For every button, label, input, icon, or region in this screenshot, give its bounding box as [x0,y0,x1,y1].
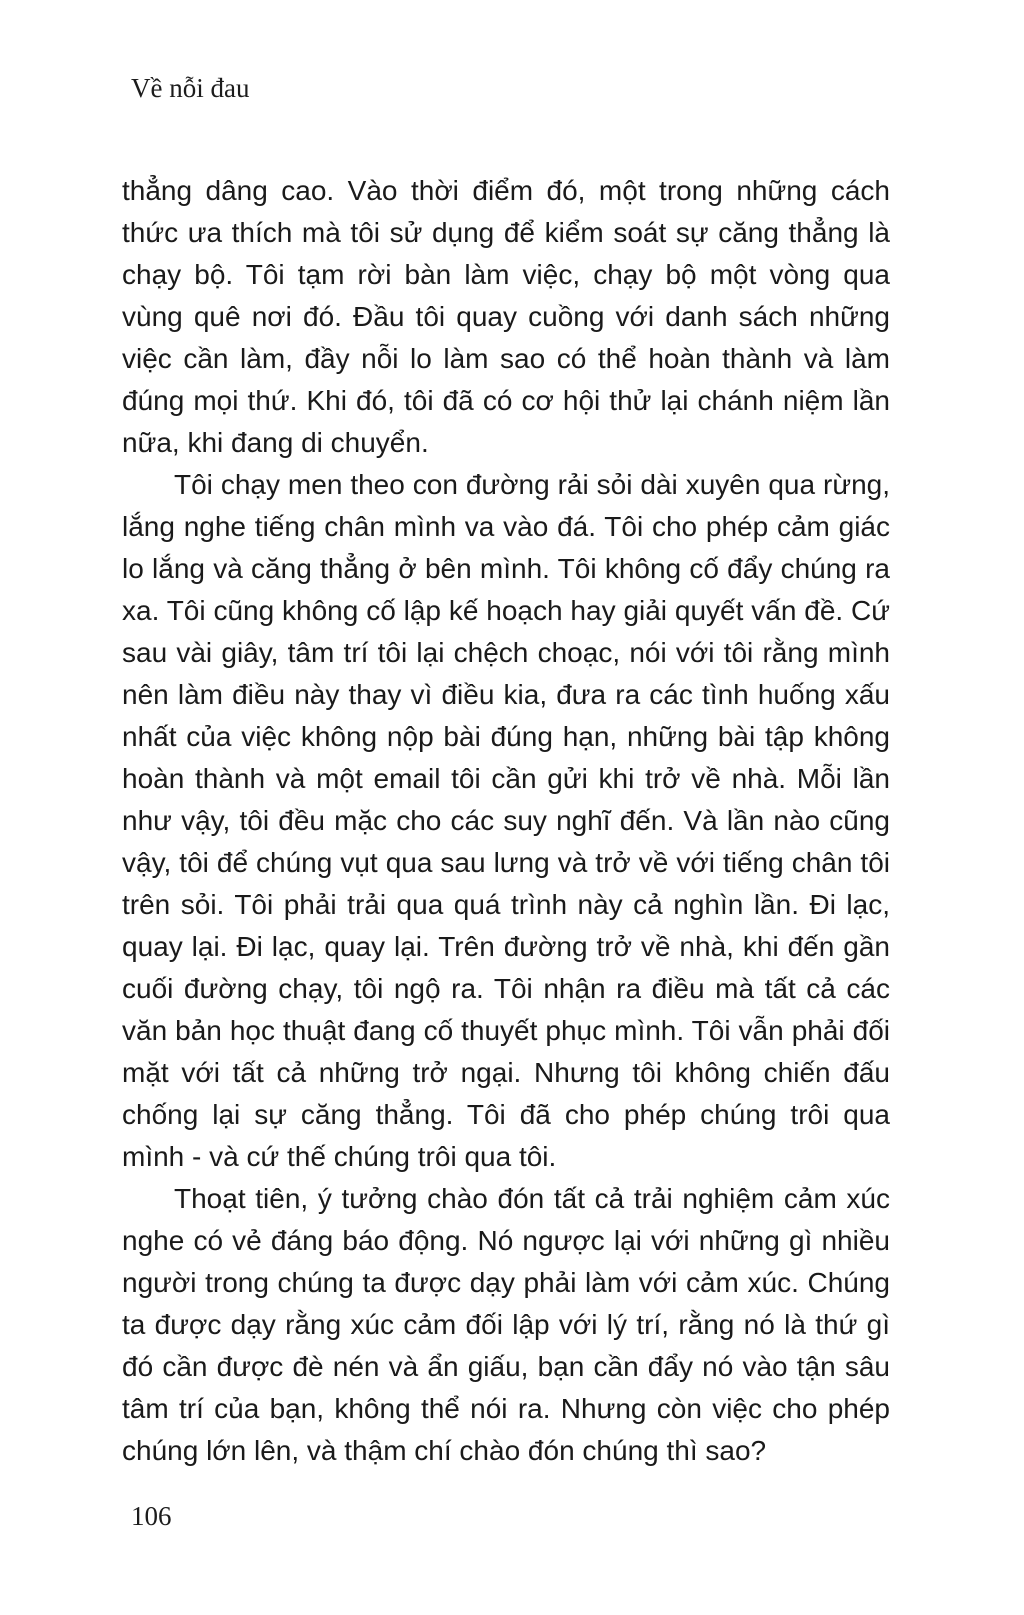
body-text [122,170,890,1472]
paragraph: Tôi chạy men theo con đường rải sỏi dài xuyên qua rừng, lắng nghe tiếng chân mình va vào đá. Tôi cho phép cảm giác lo lắng và căng thẳng ở bên mình. Tôi không cố đẩy chúng ra xa. Tôi cũng không cố lập kế hoạch hay giải quyết vấn đề. Cứ sau vài giây, tâm trí tôi lại chệch choạc, nói với tôi rằng mình nên làm điều này thay vì điều kia, đưa ra các tình huống xấu nhất của việc không nộp bài đúng hạn, những bài tập không hoàn thành và một email tôi cần gửi khi trở về nhà. Mỗi lần như vậy, tôi đều mặc cho các suy nghĩ đến. Và lần nào cũng vậy, tôi để chúng vụt qua sau lưng và trở về với tiếng chân tôi trên sỏi. Tôi phải trải qua quá trình này cả nghìn lần. Đi lạc, quay lại. Đi lạc, quay lại. Trên đường trở về nhà, khi đến gần cuối đường chạy, tôi ngộ ra. Tôi nhận ra điều mà tất cả các văn bản học thuật đang cố thuyết phục mình. Tôi vẫn phải đối mặt với tất cả những trở ngại. Nhưng tôi không chiến đấu chống lại sự căng thẳng. Tôi đã cho phép chúng trôi qua mình - và cứ thế chúng trôi qua tôi. [122,469,890,1172]
running-header: Về nỗi đau [131,73,250,103]
paragraph: Thoạt tiên, ý tưởng chào đón tất cả trải nghiệm cảm xúc nghe có vẻ đáng báo động. Nó ngược lại với những gì nhiều người trong chúng ta được dạy phải làm với cảm xúc. Chúng ta được dạy rằng xúc cảm đối lập với lý trí, rằng nó là thứ gì đó cần được đè nén và ẩn giấu, bạn cần đẩy nó vào tận sâu tâm trí của bạn, không thể nói ra. Nhưng còn việc cho phép chúng lớn lên, và thậm chí chào đón chúng thì sao? [122,1183,890,1466]
page-number: 106 [131,1501,172,1531]
paragraph: thẳng dâng cao. Vào thời điểm đó, một trong những cách thức ưa thích mà tôi sử dụng để kiểm soát sự căng thẳng là chạy bộ. Tôi tạm rời bàn làm việc, chạy bộ một vòng qua vùng quê nơi đó. Đầu tôi quay cuồng với danh sách những việc cần làm, đầy nỗi lo làm sao có thể hoàn thành và làm đúng mọi thứ. Khi đó, tôi đã có cơ hội thử lại chánh niệm lần nữa, khi đang di chuyển. [122,175,890,458]
